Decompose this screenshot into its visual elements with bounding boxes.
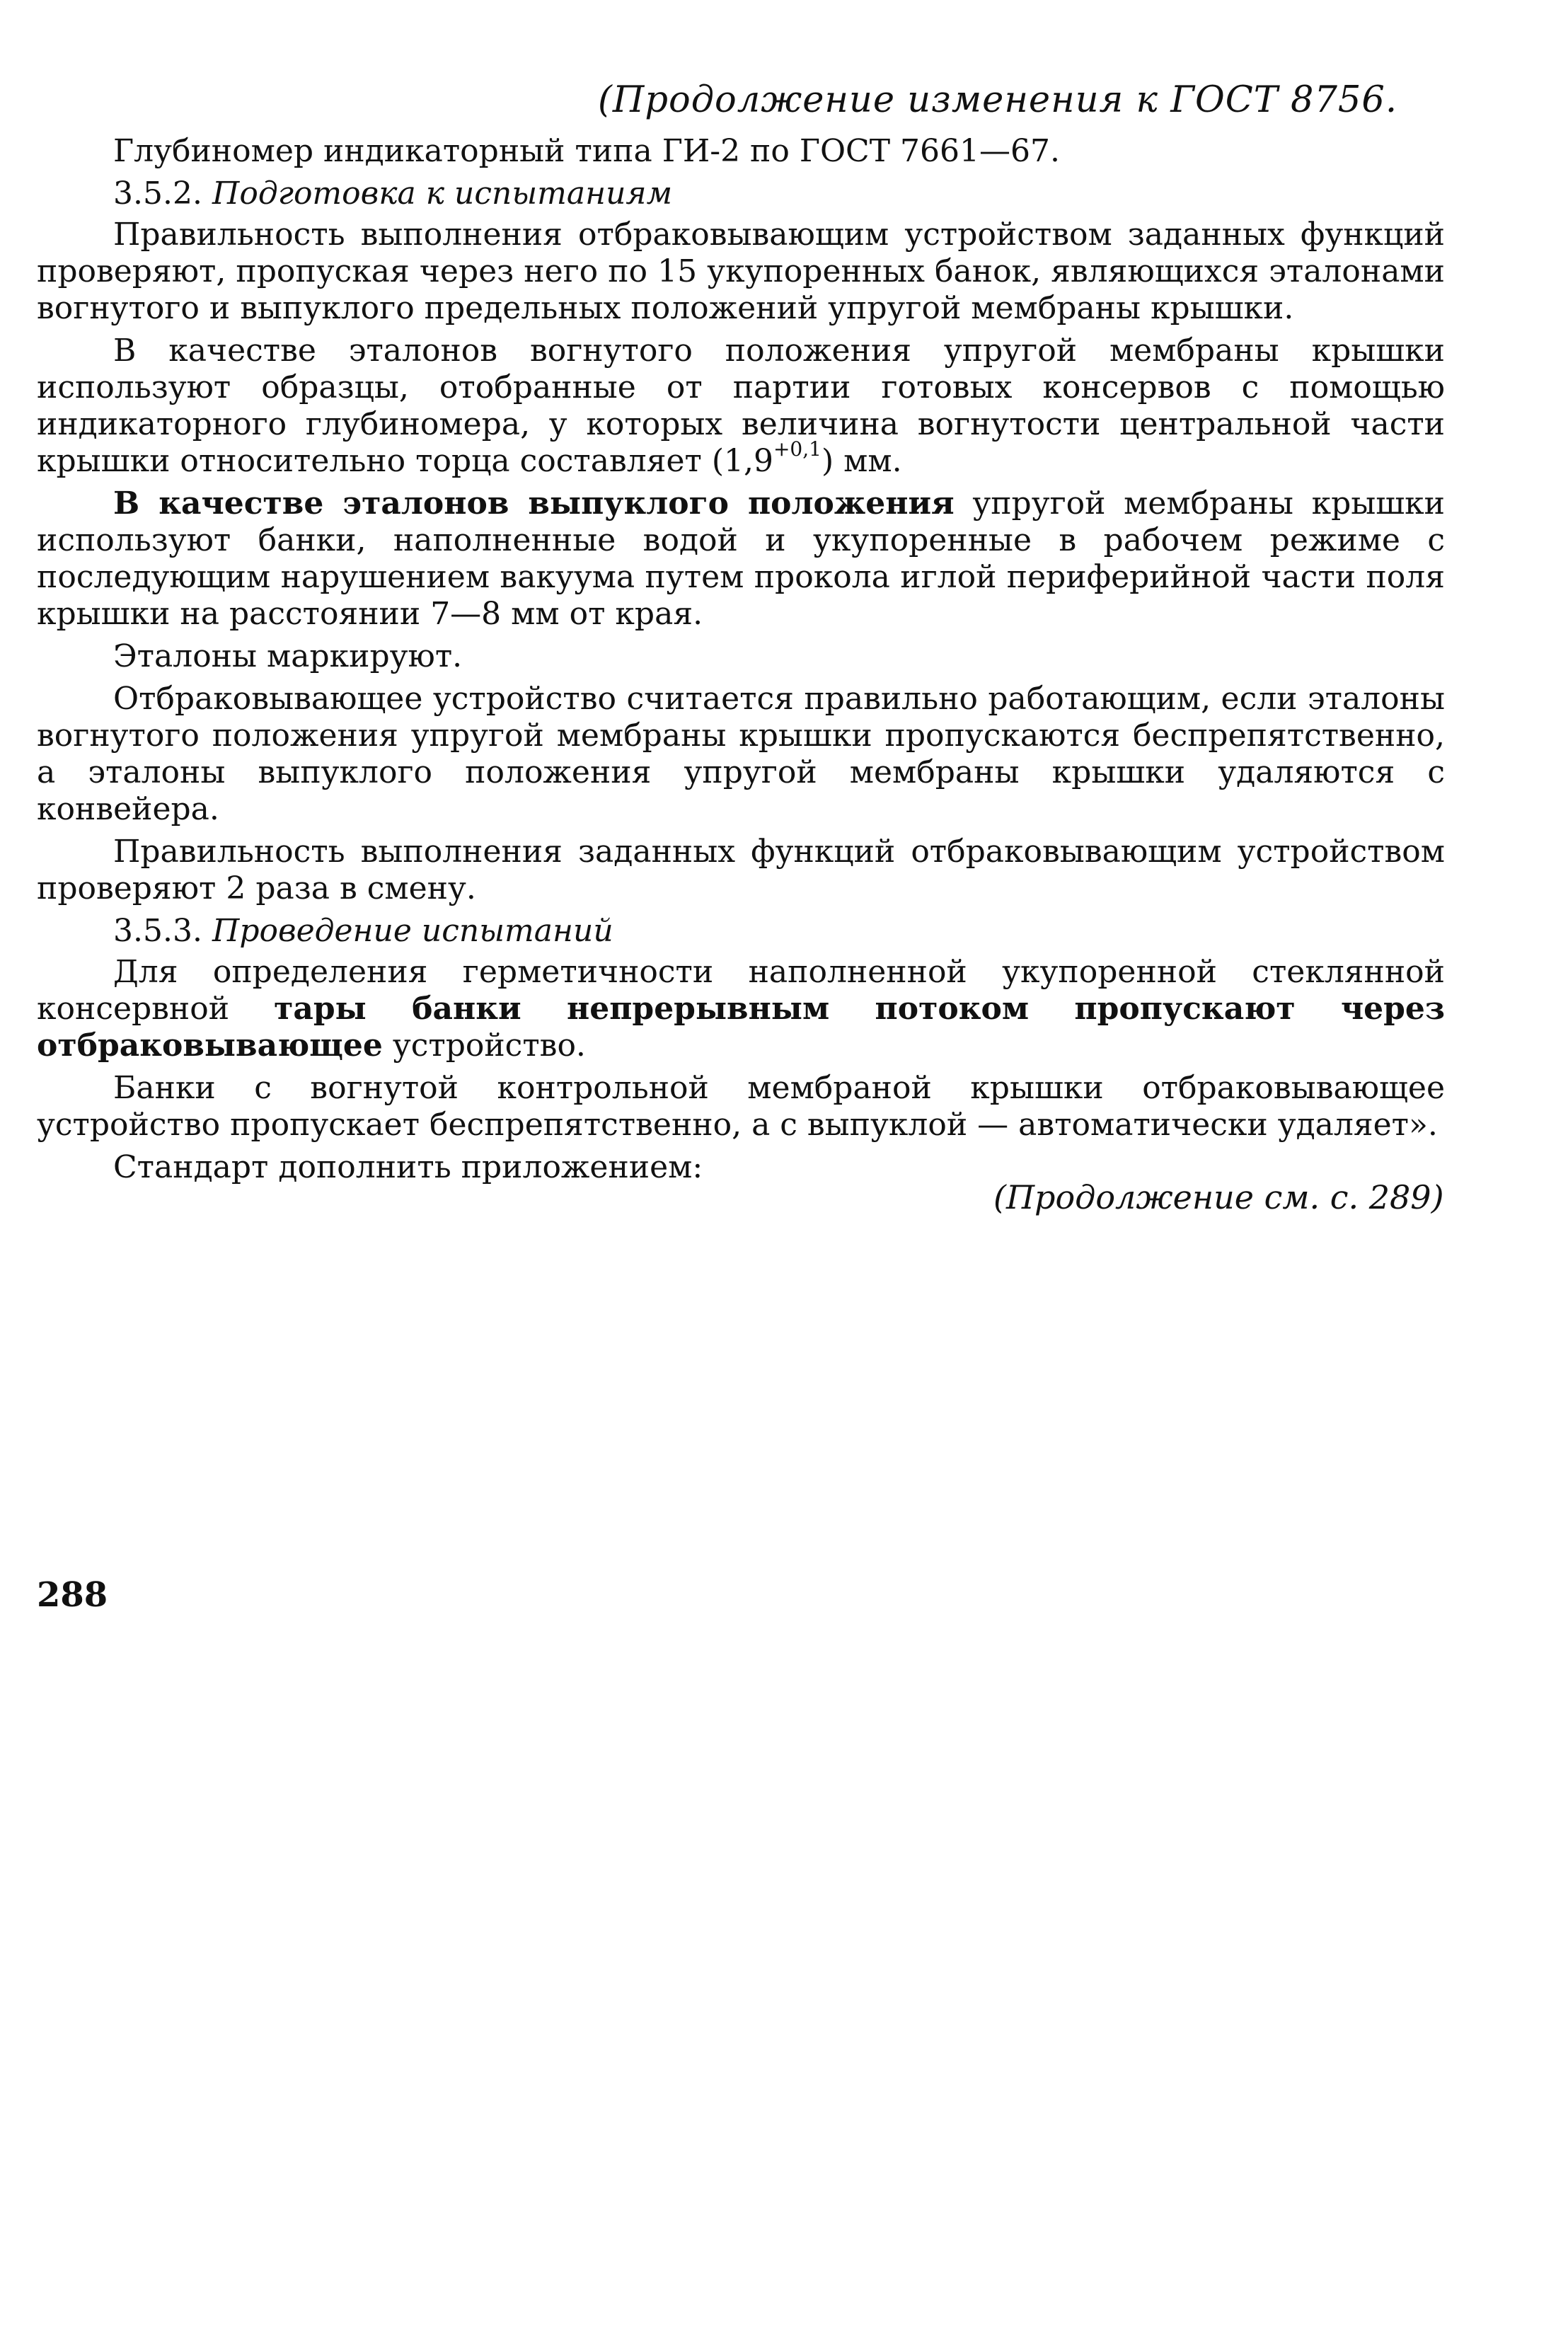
section-heading-3-5-2 [37,175,1445,212]
section-heading-3-5-3 [37,913,1445,950]
intro-line: Глубиномер индикаторный типа ГИ-2 по ГОСТ 7661—67. [113,133,1061,169]
section-title: Подготовка к испытаниям [212,175,673,212]
paragraph-text: упругой мембраны крышки используют банки, наполненные водой и укупоренные в рабочем режиме с последующим нарушением вакуума путем прокола иглой периферийной части поля крышки на расстоянии 7—8 мм от края. [37,485,1445,632]
paragraph: Банки с вогнутой контрольной мембраной крышки отбраковывающее устройство пропускает беспрепятственно, а с выпуклой — автоматически удаляет». [37,1070,1445,1143]
section-title: Проведение испытаний [212,913,613,949]
tolerance-superscript: +0,1 [773,437,822,461]
page-number: 288 [37,1575,108,1615]
paragraph: Отбраковывающее устройство считается правильно работающим, если эталоны вогнутого положения упругой мембраны крышки пропускаются беспрепятственно, а эталоны выпуклого положения упругой мембраны крышки удаляются с конвейера. [37,681,1445,827]
paragraph: Правильность выполнения отбраковывающим устройством заданных функций проверяют, пропуская через него по 15 укупоренных банок, являющихся эталонами вогнутого и выпуклого предельных положений упругой мембраны крышки. [37,217,1445,326]
header-note: (Продолжение изменения к ГОСТ 8756. [598,79,1398,121]
paragraph-text: устройство. [382,1027,586,1064]
paragraph: Стандарт дополнить приложением: [113,1149,703,1185]
section-number: 3.5.2. [113,175,202,212]
paragraph-text: ) мм. [821,443,902,479]
paragraph: Эталоны маркируют. [113,638,463,674]
paragraph [37,954,1445,1064]
paragraph-text: В качестве эталонов вогнутого положения упругой мембраны крышки используют образцы, отобранные от партии готовых консервов с помощью индикаторного глубиномера, у которых величина вогнутости центральной части крышки относительно торца составляет (1,9 [37,333,1445,479]
paragraph [37,333,1445,480]
body-text [37,133,1445,1192]
paragraph [37,485,1445,633]
paragraph: Правильность выполнения заданных функций отбраковывающим устройством проверяют 2 раза в смену. [37,834,1445,906]
section-number: 3.5.3. [113,913,202,949]
bold-text: В качестве эталонов выпуклого положения [113,485,955,522]
paragraph-text: Для определения герметичности наполненной укупоренной стеклянной консервной [37,954,1445,1027]
continuation-note: (Продолжение см. с. 289) [993,1178,1444,1216]
bold-text: тары банки непрерывным потоком пропускают через отбраковывающее [37,991,1445,1064]
